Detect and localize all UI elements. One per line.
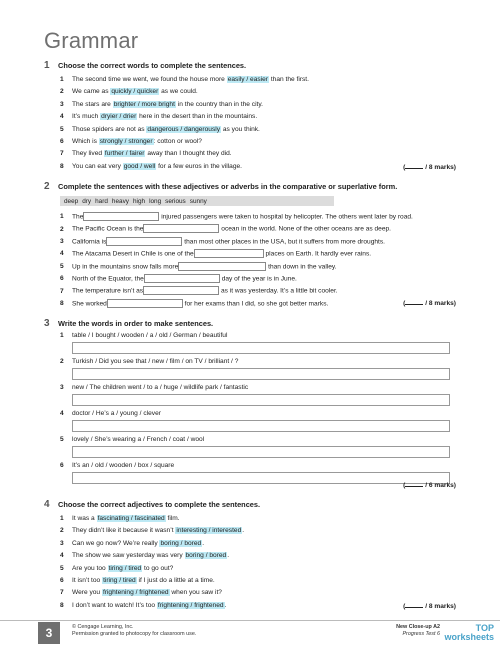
item-number: 6 [60,138,64,145]
item-number: 5 [60,436,64,443]
item-number: 1 [60,332,64,339]
sentence-end: to go out? [142,564,174,572]
word-box-item: heavy [111,197,129,205]
marks-total [403,300,456,307]
sentence-start: The stars are [72,100,113,108]
answer-box[interactable] [72,446,450,458]
footer-copyright: © Cengage Learning, Inc. [72,624,134,630]
option-b[interactable]: frightened [194,601,224,609]
s2-sentence [60,249,371,258]
word-box-item: hard [95,197,108,205]
item-number: 8 [60,162,64,170]
sentence-end: if I just do a little at a time. [136,577,215,584]
item-number: 4 [60,113,64,121]
item-number: 8 [60,601,64,609]
option-a[interactable]: boring [185,552,204,560]
section-instruction: Choose the correct words to complete the sentences. [58,61,247,70]
word-prompt: It’s an / old / wooden / box / square [72,462,175,469]
option-a[interactable]: brighter [113,100,137,108]
item-number: 4 [60,552,64,560]
word-prompt: Turkish / Did you see that / new / film / on TV / brilliant / ? [72,358,239,365]
marks-total [403,482,456,489]
sentence-start: The [72,213,84,221]
option-b[interactable]: interested [212,527,242,535]
sentence-end: than down in the valley. [266,262,337,270]
answer-field[interactable] [144,274,220,283]
option-a[interactable]: fascinating [97,515,130,522]
option-a[interactable]: frightening [102,589,134,597]
s1-sentence [60,150,232,157]
option-b[interactable]: tired [122,577,136,584]
marks-open-paren: ( [403,300,406,307]
sentence-start: It isn’t too [72,577,103,584]
sentence-end: . [227,552,230,560]
word-prompt: new / The children went / to a / huge / wildlife park / fantastic [72,384,249,391]
item-number: 4 [60,250,64,258]
option-b[interactable]: drier [123,113,137,121]
item-number: 1 [60,76,64,83]
answer-choices: tiring / tired [103,577,136,584]
option-a[interactable]: good [123,162,139,170]
sentence-end: when you saw it? [169,589,222,597]
s1-sentence [60,126,260,133]
marks-blank[interactable] [405,168,423,169]
s4-sentence [60,527,244,534]
option-b[interactable]: fairer [129,150,145,158]
s1-sentence [60,88,198,95]
footer-permission: Permission granted to photocopy for classroom use. [72,631,197,637]
sentence-start: They didn’t like it because it wasn’t [72,527,176,535]
option-b[interactable]: tired [128,564,142,572]
sentence-start: She worked [72,300,107,308]
watermark-worksheets: worksheets [444,632,494,642]
marks-label: / 8 marks) [425,300,456,307]
sentence-start: California is [72,238,107,246]
sentence-start: Can we go now? We’re really [72,539,160,547]
sentence-end: than the first. [269,76,309,83]
marks-total [403,164,456,171]
s3-prompt [60,332,227,339]
item-number: 5 [60,125,64,133]
s4-sentence [60,565,173,572]
sentence-start: You can eat very [72,162,123,170]
answer-choices: interesting / interested [176,527,242,535]
word-box-item: high [132,197,146,205]
item-number: 4 [60,410,64,417]
sentence-end: as it was yesterday. It’s a little bit cooler. [219,287,338,295]
item-number: 6 [60,462,64,469]
sentence-end: here in the desert than in the mountains. [137,113,258,121]
option-a[interactable]: boring [160,539,179,547]
sentence-end: than most other places in the USA, but it suffers from more droughts. [182,238,386,246]
s1-sentence [60,138,202,145]
s4-sentence [60,540,204,547]
word-box-item: dry [82,197,92,205]
s2-sentence [60,286,338,295]
watermark-top: TOP [475,623,494,633]
s2-sentence [60,212,413,221]
s2-sentence [60,262,337,271]
answer-choices: boring / bored [185,552,227,560]
answer-field[interactable] [106,237,182,246]
sentence-end: as we could. [159,88,198,96]
sentence-start: The Pacific Ocean is the [72,225,144,233]
word-prompt: table / I bought / wooden / a / old / German / beautiful [72,332,228,339]
item-number: 8 [60,300,64,308]
option-a[interactable]: dangerous [147,125,179,133]
sentence-start: Up in the mountains snow falls more [72,262,179,270]
item-number: 1 [60,213,64,221]
section-number: 1 [44,60,50,71]
s4-sentence [60,589,222,596]
answer-field[interactable] [178,262,266,271]
marks-label: / 8 marks) [425,164,456,171]
s4-sentence [60,602,226,609]
section-number: 3 [44,318,50,329]
option-b[interactable]: stronger [128,138,153,145]
marks-label: / 8 marks) [425,603,456,610]
marks-open-paren: ( [403,164,406,171]
item-number: 6 [60,275,64,283]
sentence-start: The Atacama Desert in Chile is one of the [72,250,194,258]
answer-field[interactable] [143,224,219,233]
sentence-start: Which is [72,138,99,145]
section-instruction: Complete the sentences with these adjectives or adverbs in the comparative or superlative form. [58,182,398,191]
marks-blank[interactable] [405,486,423,487]
sentence-start: Were you [72,589,102,597]
sentence-end: . [242,527,245,535]
section-instruction: Write the words in order to make sentences. [58,319,214,328]
marks-label: / 6 marks) [425,482,456,489]
answer-choices: frightening / frightened [102,589,169,597]
item-number: 7 [60,287,64,295]
s3-prompt [60,358,238,365]
answer-choices: strongly / stronger [99,138,153,145]
word-box-item: sunny [189,197,207,205]
option-b[interactable]: easier [250,76,269,83]
answer-field[interactable] [107,299,183,308]
option-a[interactable]: quickly [111,88,132,96]
answer-choices: frightening / frightened [157,601,224,609]
word-box-item: serious [165,197,186,205]
answer-field[interactable] [143,286,219,295]
section-heading-3 [44,318,213,329]
answer-choices: brighter / more bright [113,100,175,108]
sentence-end: day of the year is in June. [219,275,297,283]
item-number: 3 [60,238,64,246]
s3-prompt [60,436,204,443]
answer-choices: easily / easier [227,76,269,83]
sentence-end: in the country than in the city. [175,100,264,108]
item-number: 7 [60,589,64,597]
option-a[interactable]: frightening [157,601,189,609]
item-number: 3 [60,384,64,391]
word-box-item: long [149,197,162,205]
sentence-start: The temperature isn’t as [72,287,144,295]
option-a[interactable]: strongly [99,138,123,145]
page-number: 3 [38,622,60,644]
s3-prompt [60,410,161,417]
option-a[interactable]: dryier [101,113,118,121]
s2-sentence [60,224,391,233]
item-number: 3 [60,539,64,547]
word-box-item: deep [64,197,79,205]
marks-total [403,603,456,610]
option-a[interactable]: tiring [103,577,118,584]
item-number: 1 [60,515,64,522]
answer-choices: good / well [123,162,156,170]
footer-book: New Close-up A2 [396,624,440,630]
marks-blank[interactable] [405,607,423,608]
sentence-end: places on Earth. It hardly ever rains. [263,250,372,258]
option-b[interactable]: more bright [141,100,175,108]
answer-box[interactable] [72,394,450,406]
item-number: 5 [60,564,64,572]
option-a[interactable]: easily [227,76,245,83]
option-a[interactable]: further [104,150,124,158]
word-box [60,196,334,206]
sentence-start: I don’t want to watch! It’s too [72,601,157,609]
answer-choices: boring / bored [160,539,202,547]
sentence-end: for her exams than I did, so she got better marks. [182,300,329,308]
answer-choices: tiring / tired [108,564,142,572]
s3-prompt [60,462,174,469]
option-b[interactable]: dangerously [184,125,221,133]
sentence-start: It was a [72,515,97,522]
sentence-end: injured passengers were taken to hospital by helicopter. The others went later by road. [159,213,413,221]
item-number: 2 [60,358,64,365]
answer-box[interactable] [72,420,450,432]
sentence-end: : cotton or wool? [153,138,202,145]
answer-field[interactable] [194,249,264,258]
option-b[interactable]: fascinated [134,515,165,522]
answer-box[interactable] [72,472,450,484]
sentence-start: Are you too [72,564,108,572]
s4-sentence [60,552,229,559]
s4-sentence [60,577,215,584]
option-a[interactable]: tiring [108,564,123,572]
s2-sentence [60,299,328,308]
option-a[interactable]: interesting [176,527,207,535]
sentence-end: ocean in the world. None of the other oceans are as deep. [219,225,392,233]
item-number: 5 [60,262,64,270]
item-number: 3 [60,100,64,108]
s4-sentence [60,515,180,522]
item-number: 2 [60,527,64,535]
item-number: 6 [60,577,64,584]
s1-sentence [60,76,309,83]
sentence-end: as you think. [221,125,260,133]
sentence-end: for a few euros in the village. [156,162,243,170]
section-number: 4 [44,499,50,510]
item-number: 7 [60,150,64,158]
footer-test: Progress Test 6 [402,631,440,637]
answer-box[interactable] [72,368,450,380]
section-instruction: Choose the correct adjectives to complete the sentences. [58,500,261,509]
item-number: 2 [60,88,64,96]
footer-divider [0,620,500,621]
word-prompt: doctor / He’s a / young / clever [72,410,161,417]
sentence-start: The show we saw yesterday was very [72,552,185,560]
sentence-start: The second time we went, we found the house more [72,76,227,83]
answer-choices: dangerous / dangerously [147,125,221,133]
sentence-start: North of the Equator, the [72,275,144,283]
s1-sentence [60,113,257,120]
option-b[interactable]: well [143,162,156,170]
s2-sentence [60,237,385,246]
sentence-end: away than I thought they did. [145,150,232,158]
sentence-end: . [202,539,205,547]
s3-prompt [60,384,248,391]
watermark-logo [444,624,494,642]
sentence-end: film. [165,515,180,522]
item-number: 2 [60,225,64,233]
sentence-end: . [224,601,227,609]
option-b[interactable]: quicker [137,88,159,96]
option-b[interactable]: bored [209,552,227,560]
s1-sentence [60,101,263,108]
section-heading-4 [44,499,260,510]
s1-sentence [60,163,242,170]
marks-blank[interactable] [405,304,423,305]
s2-sentence [60,274,297,283]
answer-choices: further / fairer [104,150,145,158]
sentence-start: We came as [72,88,111,96]
page-title: Grammar [44,28,139,53]
answer-choices: fascinating / fascinated [97,515,165,522]
word-prompt: lovely / She’s wearing a / French / coat / wool [72,436,205,443]
section-number: 2 [44,181,50,192]
marks-open-paren: ( [403,482,406,489]
option-b[interactable]: bored [184,539,202,547]
answer-box[interactable] [72,342,450,354]
sentence-start: It’s much [72,113,101,121]
section-heading-2 [44,181,397,192]
section-heading-1 [44,60,246,71]
answer-choices: dryier / drier [101,113,137,121]
sentence-start: Those spiders are not as [72,125,147,133]
marks-open-paren: ( [403,603,406,610]
option-b[interactable]: frightened [139,589,169,597]
sentence-start: They lived [72,150,104,158]
answer-field[interactable] [83,212,159,221]
answer-choices: quickly / quicker [111,88,159,96]
